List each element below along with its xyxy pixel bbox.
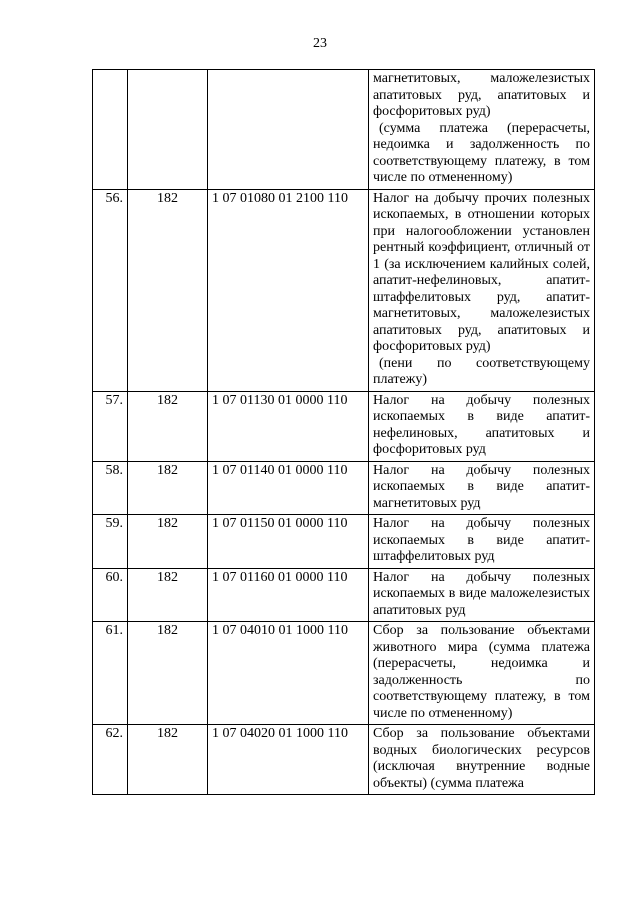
- revenue-name: [369, 461, 595, 515]
- admin-code: 182: [128, 189, 208, 391]
- revenue-description: Налог на добычу полезных ископаемых в виде маложелезистых апатитовых руд: [373, 569, 590, 618]
- admin-code: [128, 70, 208, 190]
- table-row: [93, 622, 595, 725]
- table-row: [93, 189, 595, 391]
- admin-code: 182: [128, 515, 208, 569]
- revenue-name: [369, 622, 595, 725]
- table-row: [93, 515, 595, 569]
- revenue-description: Налог на добычу полезных ископаемых в виде апатит-магнетитовых руд: [373, 462, 590, 511]
- table-row: [93, 461, 595, 515]
- budget-code: 1 07 01150 01 0000 110: [208, 515, 369, 569]
- row-number: 56.: [93, 189, 128, 391]
- row-number: 62.: [93, 725, 128, 795]
- row-number: 60.: [93, 568, 128, 622]
- revenue-name: [369, 515, 595, 569]
- admin-code: 182: [128, 725, 208, 795]
- payment-note: (сумма платежа (перерасчеты, недоимка и задолженность по соответствующему платежу, в том числе по отмененному): [373, 120, 590, 185]
- admin-code: 182: [128, 461, 208, 515]
- admin-code: 182: [128, 568, 208, 622]
- revenue-description: Налог на добычу полезных ископаемых в виде апатит-нефелиновых, апатитовых и фосфоритовых руд: [373, 392, 590, 457]
- budget-code: 1 07 01140 01 0000 110: [208, 461, 369, 515]
- row-number: 61.: [93, 622, 128, 725]
- table-row: [93, 391, 595, 461]
- revenue-name: [369, 391, 595, 461]
- revenue-description: Сбор за пользование объектами водных биологических ресурсов (исключая внутренние водные объекты) (сумма платежа: [373, 726, 590, 791]
- table-row: [93, 70, 595, 190]
- row-number: 57.: [93, 391, 128, 461]
- revenue-name: [369, 725, 595, 795]
- revenue-name: [369, 189, 595, 391]
- revenue-description: магнетитовых, маложелезистых апатитовых руд, апатитовых и фосфоритовых руд): [373, 71, 590, 119]
- table-row: [93, 568, 595, 622]
- admin-code: 182: [128, 391, 208, 461]
- row-number: 58.: [93, 461, 128, 515]
- budget-code: 1 07 04020 01 1000 110: [208, 725, 369, 795]
- budget-code: 1 07 01130 01 0000 110: [208, 391, 369, 461]
- revenue-name: [369, 70, 595, 190]
- revenue-description: Сбор за пользование объектами животного мира (сумма платежа (перерасчеты, недоимка и задолженность по соответствующему платежу, в том числе по отмененному): [373, 623, 590, 721]
- budget-code: 1 07 01160 01 0000 110: [208, 568, 369, 622]
- row-number: [93, 70, 128, 190]
- revenue-description: Налог на добычу прочих полезных ископаемых, в отношении которых при налогообложении установлен рентный коэффициент, отличный от 1 (за исключением калийных солей, апатит-нефелиновых, апатит-штаффелитовых руд, апатит-магнетитовых, маложелезистых апатитовых руд, апатитовых и фосфоритовых руд): [373, 190, 590, 354]
- revenue-name: [369, 568, 595, 622]
- payment-note: (пени по соответствующему платежу): [373, 355, 590, 387]
- page-number: 23: [313, 36, 327, 51]
- table-row: [93, 725, 595, 795]
- revenue-description: Налог на добычу полезных ископаемых в виде апатит-штаффелитовых руд: [373, 516, 590, 564]
- budget-code: [208, 70, 369, 190]
- row-number: 59.: [93, 515, 128, 569]
- budget-code: 1 07 04010 01 1000 110: [208, 622, 369, 725]
- budget-classification-table: [92, 69, 595, 795]
- admin-code: 182: [128, 622, 208, 725]
- budget-code: 1 07 01080 01 2100 110: [208, 189, 369, 391]
